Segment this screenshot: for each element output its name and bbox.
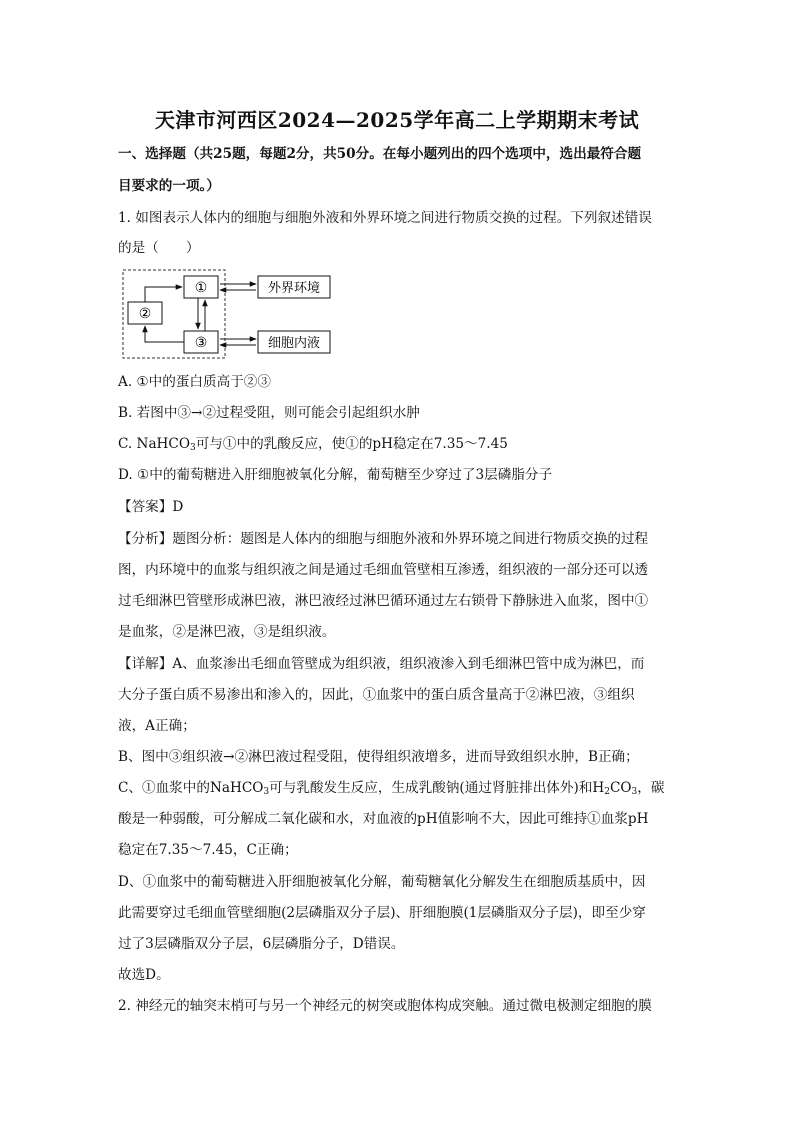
question-2-stem-line1: 2. 神经元的轴突末梢可与另一个神经元的树突或胞体构成突触。通过微电极测定细胞的膜	[118, 998, 652, 1014]
detail-line4: B、图中③组织液→②淋巴液过程受阻，使得组织液增多，进而导致组织水肿，B正确；	[118, 749, 639, 765]
detail-line5-part-g: ，碳	[637, 780, 665, 796]
option-c-part2: 可与①中的乳酸反应，使①的pH稳定在7.35～7.45	[195, 436, 508, 452]
detail-line7: 稳定在7.35～7.45，C正确；	[118, 842, 298, 858]
detail-line6: 酸是一种弱酸，可分解成二氧化碳和水，对血液的pH值影响不大，因此可维持①血浆pH	[118, 811, 649, 827]
node-3-label: ③	[194, 335, 208, 351]
detail-line2: 大分子蛋白质不易渗出和渗入的，因此，①血浆中的蛋白质含量高于②淋巴液，③组织	[118, 687, 635, 703]
section-heading-line2: 目要求的一项。）	[118, 178, 220, 194]
arrow-2-to-1	[145, 287, 182, 302]
detail-line3: 液，A正确；	[118, 718, 196, 734]
question-1-stem-line2: 的是（ ）	[118, 240, 200, 256]
answer: 【答案】D	[118, 499, 184, 515]
section-heading-line1: 一、选择题（共25题，每题2分，共50分。在每小题列出的四个选项中，选出最符合题	[118, 146, 642, 162]
detail-line5-sub-2: 2	[604, 787, 610, 797]
analysis-line1: 【分析】题图分析：题图是人体内的细胞与细胞外液和外界环境之间进行物质交换的过程	[118, 531, 649, 547]
external-label: 外界环境	[267, 281, 321, 296]
detail-line5-part-a: C、①血浆中的NaHCO	[118, 780, 264, 796]
detail-line5	[118, 778, 678, 798]
conclusion: 故选D。	[118, 967, 170, 983]
node-1-label: ①	[194, 280, 208, 296]
detail-line5-part-c: 可与乳酸发生反应，生成乳酸钠(通过肾脏排出体外)和H	[269, 780, 605, 796]
detail-line5-sub-3: 3	[631, 787, 638, 797]
analysis-line4: 是血浆，②是淋巴液，③是组织液。	[118, 624, 336, 640]
exchange-diagram	[118, 266, 348, 362]
arrow-3-to-2	[145, 326, 184, 342]
option-c-part1: C. NaHCO	[118, 436, 190, 452]
option-d: D. ①中的葡萄糖进入肝细胞被氧化分解，葡萄糖至少穿过了3层磷脂分子	[118, 467, 553, 483]
option-a: A. ①中的蛋白质高于②③	[118, 374, 271, 390]
detail-line5-part-e: CO	[609, 780, 632, 796]
option-b: B. 若图中③→②过程受阻，则可能会引起组织水肿	[118, 405, 420, 421]
page-title: 天津市河西区2024—2025学年高二上学期期末考试	[154, 108, 640, 132]
analysis-line2: 图，内环境中的血浆与组织液之间是通过毛细血管壁相互渗透，组织液的一部分还可以透	[118, 562, 649, 578]
question-1-stem-line1: 1. 如图表示人体内的细胞与细胞外液和外界环境之间进行物质交换的过程。下列叙述错误	[118, 210, 652, 226]
node-2-label: ②	[138, 306, 152, 322]
detail-line10: 过了3层磷脂双分子层，6层磷脂分子，D错误。	[118, 936, 405, 952]
detail-line8: D、①血浆中的葡萄糖进入肝细胞被氧化分解，葡萄糖氧化分解发生在细胞质基质中，因	[118, 874, 646, 890]
detail-line5-sub-1: 3	[263, 787, 270, 797]
cell-fluid-label: 细胞内液	[267, 336, 321, 351]
detail-line9: 此需要穿过毛细血管壁细胞(2层磷脂双分子层)、肝细胞膜(1层磷脂双分子层)，即至少穿	[118, 905, 646, 921]
detail-line1: 【详解】A、血浆渗出毛细血管壁成为组织液，组织液渗入到毛细淋巴管中成为淋巴，而	[118, 656, 645, 672]
option-c-subscript: 3	[189, 443, 196, 453]
option-c	[118, 434, 678, 454]
analysis-line3: 过毛细淋巴管壁形成淋巴液，淋巴液经过淋巴循环通过左右锁骨下静脉进入血浆，图中①	[118, 593, 649, 609]
